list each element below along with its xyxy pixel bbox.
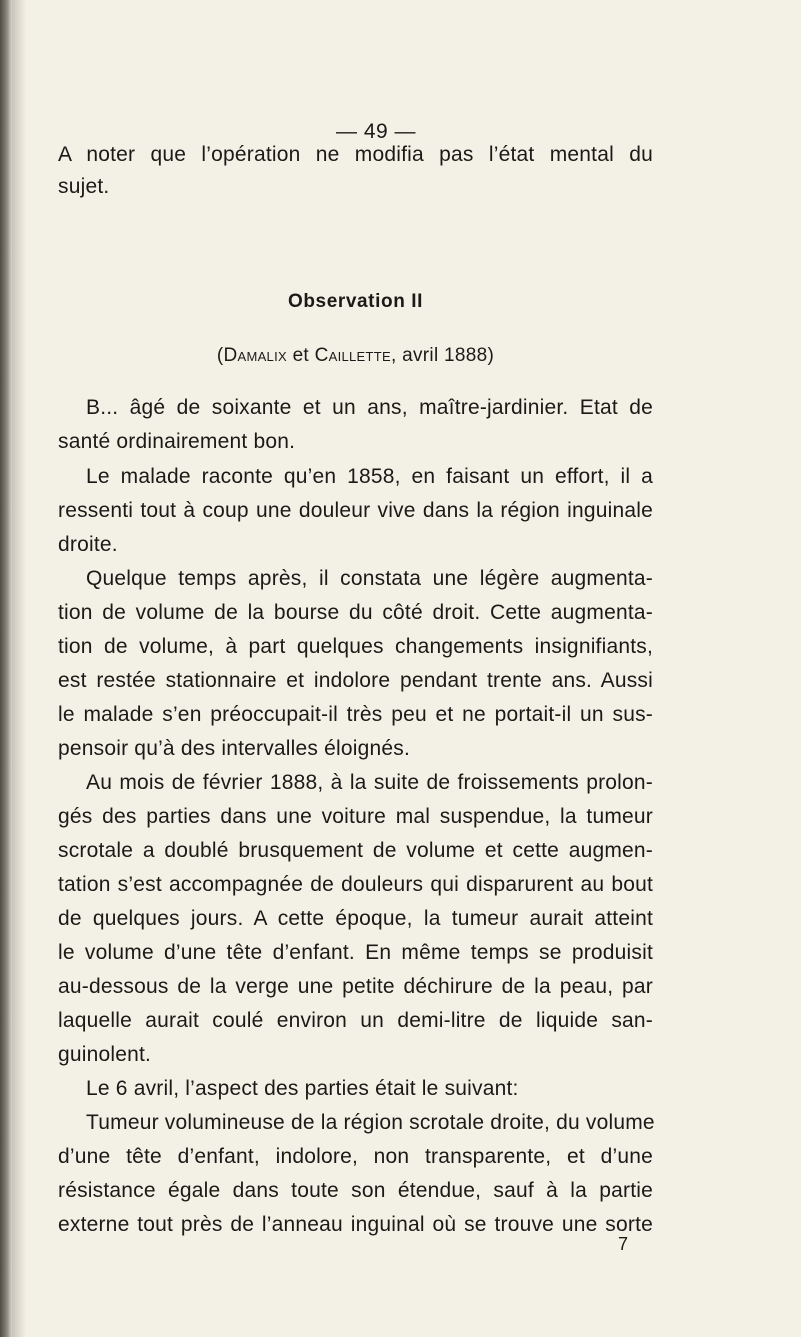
text-line: le volume d’une tête d’enfant. En même temps se produisit <box>58 941 653 964</box>
text-line: tation s’est accompagnée de douleurs qui disparurent au bout <box>58 873 653 896</box>
text-line: Le malade raconte qu’en 1858, en faisant un effort, il a <box>86 465 653 488</box>
page-number: — 49 — <box>335 120 417 143</box>
text-line: Tumeur volumineuse de la région scrotale droite, du volume <box>86 1111 655 1134</box>
text-line: pensoir qu’à des intervalles éloignés. <box>58 737 410 760</box>
text-line: ressenti tout à coup une douleur vive dans la région inguinale <box>58 499 653 522</box>
text-line: B... âgé de soixante et un ans, maître-jardinier. Etat de <box>86 396 653 419</box>
text-line: A noter que l’opération ne modifia pas l’état mental du <box>58 143 653 166</box>
text-line: résistance égale dans toute son étendue, sauf à la partie <box>58 1179 653 1202</box>
text-line: tion de volume, à part quelques changements insignifiants, <box>58 635 653 658</box>
text-line: santé ordinairement bon. <box>58 430 296 453</box>
text-line: est restée stationnaire et indolore pendant trente ans. Aussi <box>58 669 653 692</box>
text-line: droite. <box>58 533 118 556</box>
text-line: externe tout près de l’anneau inguinal où se trouve une sorte <box>58 1213 653 1236</box>
book-spine-shadow <box>0 0 12 1337</box>
text-line: de quelques jours. A cette époque, la tumeur aurait atteint <box>58 907 653 930</box>
text-line: Au mois de février 1888, à la suite de froissements prolon- <box>86 771 653 794</box>
page-gutter <box>12 0 26 1337</box>
citation-author: Caillette <box>314 345 391 366</box>
text-line: Quelque temps après, il constata une légère augmenta- <box>86 567 653 590</box>
citation-date: , avril 1888) <box>390 345 495 366</box>
text-line: guinolent. <box>58 1043 152 1066</box>
text-line: laquelle aurait coulé environ un demi-litre de liquide san- <box>58 1009 653 1032</box>
citation <box>58 342 653 370</box>
text-line: le malade s’en préoccupait-il très peu et ne portait-il un sus- <box>58 703 653 726</box>
signature-mark: 7 <box>617 1234 628 1254</box>
citation-author: Damalix <box>223 345 287 366</box>
text-line: gés des parties dans une voiture mal suspendue, la tumeur <box>58 805 653 828</box>
text-line: au-dessous de la verge une petite déchirure de la peau, par <box>58 975 653 998</box>
text-line: sujet. <box>58 175 110 198</box>
citation-open: ( <box>216 345 224 366</box>
text-line: tion de volume de la bourse du côté droit. Cette augmenta- <box>58 601 653 624</box>
section-heading: Observation II <box>287 291 424 312</box>
text-line: Le 6 avril, l’aspect des parties était le suivant: <box>86 1077 519 1100</box>
text-line: scrotale a doublé brusquement de volume et cette augmen- <box>58 839 653 862</box>
citation-conjunction: et <box>286 345 315 366</box>
text-line: d’une tête d’enfant, indolore, non transparente, et d’une <box>58 1145 653 1168</box>
